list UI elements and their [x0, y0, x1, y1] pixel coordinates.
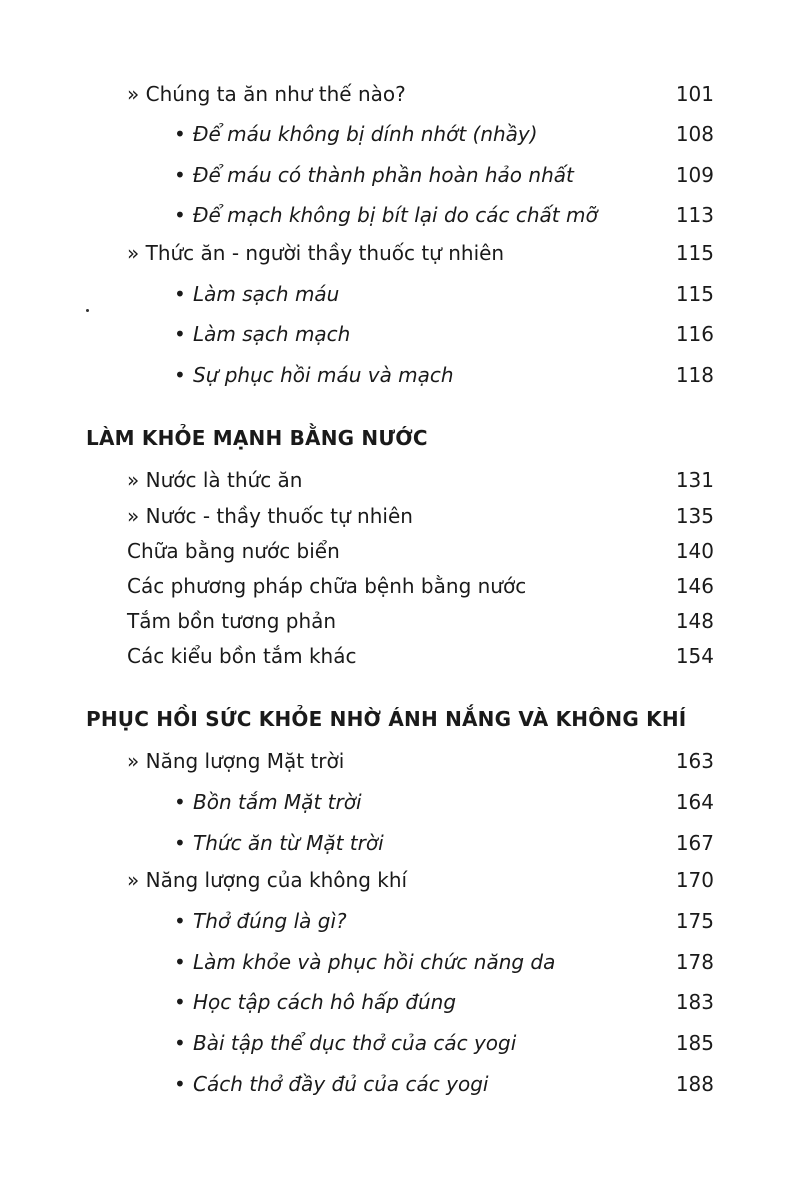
toc-entry-text: Sự phục hồi máu và mạch [193, 363, 454, 387]
toc-entry-title [174, 1068, 488, 1100]
toc-entry-title [127, 745, 344, 777]
toc-entry[interactable] [0, 159, 800, 191]
toc-entry-text: Nước - thầy thuốc tự nhiên [145, 504, 413, 528]
toc-entry-page: 108 [675, 122, 714, 146]
toc-entry-page: 146 [675, 574, 714, 598]
toc-entry[interactable] [0, 1068, 800, 1100]
toc-entry-title [174, 986, 456, 1018]
toc-entry-text: Để máu không bị dính nhớt (nhầy) [193, 122, 538, 146]
toc-entry-page: 109 [675, 163, 714, 187]
toc-entry-text: Để mạch không bị bít lại do các chất mỡ [193, 203, 598, 227]
toc-entry[interactable] [0, 905, 800, 937]
toc-entry-marker: • [174, 122, 186, 146]
toc-entry-page: 140 [675, 539, 714, 563]
toc-entry-title [127, 864, 407, 896]
toc-entry-title [174, 159, 574, 191]
toc-entry[interactable] [0, 78, 800, 110]
toc-entry-marker: • [174, 363, 186, 387]
toc-entry-title: Các phương pháp chữa bệnh bằng nước [127, 574, 527, 598]
toc-entry-page: 154 [675, 644, 714, 668]
toc-entry[interactable] [0, 118, 800, 150]
toc-entry-marker: » [127, 504, 140, 528]
toc-entry[interactable] [0, 827, 800, 859]
toc-entry-title: Chữa bằng nước biển [127, 539, 340, 563]
toc-entry-marker: • [174, 1072, 186, 1096]
toc-entry-text: Chúng ta ăn như thế nào? [145, 82, 406, 106]
toc-entry-text: Năng lượng của không khí [145, 868, 408, 892]
toc-entry-page: 101 [675, 82, 714, 106]
toc-entry-page: 131 [675, 468, 714, 492]
toc-entry-title [127, 237, 504, 269]
toc-entry-marker: » [127, 868, 140, 892]
toc-entry-page: 118 [675, 363, 714, 387]
toc-entry-marker: • [174, 909, 186, 933]
toc-entry-text: Nước là thức ăn [145, 468, 303, 492]
toc-entry[interactable] [0, 1027, 800, 1059]
toc-entry-text: Thức ăn - người thầy thuốc tự nhiên [145, 241, 505, 265]
toc-entry-text: Cách thở đầy đủ của các yogi [193, 1072, 489, 1096]
toc-entry-marker: • [174, 282, 186, 306]
toc-entry[interactable] [0, 986, 800, 1018]
toc-entry-marker: • [174, 322, 186, 346]
toc-entry[interactable] [0, 199, 800, 231]
toc-entry[interactable] [0, 464, 800, 496]
toc-entry-marker: • [174, 831, 186, 855]
section-heading: LÀM KHỎE MẠNH BẰNG NƯỚC [86, 426, 428, 450]
toc-entry-page: 185 [675, 1031, 714, 1055]
toc-entry[interactable] [0, 864, 800, 896]
toc-entry[interactable] [0, 786, 800, 818]
toc-entry-page: 188 [675, 1072, 714, 1096]
toc-entry-title [174, 946, 555, 978]
toc-entry-title [174, 359, 454, 391]
toc-entry-text: Bài tập thể dục thở của các yogi [193, 1031, 517, 1055]
toc-entry-text: Bồn tắm Mặt trời [193, 790, 362, 814]
toc-entry[interactable] [0, 278, 800, 310]
toc-entry-title [174, 318, 350, 350]
toc-entry-text: Học tập cách hô hấp đúng [193, 990, 457, 1014]
toc-entry-page: 164 [675, 790, 714, 814]
toc-entry-marker: • [174, 990, 186, 1014]
toc-entry[interactable] [0, 535, 800, 567]
toc-entry-text: Làm sạch máu [193, 282, 340, 306]
toc-entry-title [127, 464, 302, 496]
toc-entry-text: Thức ăn từ Mặt trời [193, 831, 384, 855]
toc-entry-page: 113 [675, 203, 714, 227]
toc-entry-text: Làm sạch mạch [193, 322, 351, 346]
toc-entry[interactable] [0, 946, 800, 978]
toc-entry-title [127, 78, 406, 110]
toc-entry[interactable] [0, 359, 800, 391]
toc-entry[interactable] [0, 500, 800, 532]
toc-entry-title [174, 278, 339, 310]
toc-entry-page: 115 [675, 241, 714, 265]
toc-entry-marker: » [127, 749, 140, 773]
toc-entry-title [174, 905, 347, 937]
toc-entry-marker: • [174, 790, 186, 814]
toc-entry-title [174, 827, 384, 859]
toc-entry[interactable] [0, 640, 800, 672]
toc-entry-title [174, 1027, 516, 1059]
toc-entry-marker: » [127, 468, 140, 492]
toc-entry-page: 148 [675, 609, 714, 633]
toc-entry-title [127, 500, 413, 532]
toc-entry-marker: • [174, 163, 186, 187]
toc-entry-title: Các kiểu bồn tắm khác [127, 644, 357, 668]
toc-entry-text: Thở đúng là gì? [193, 909, 347, 933]
toc-entry-page: 116 [675, 322, 714, 346]
toc-entry-page: 167 [675, 831, 714, 855]
toc-entry-marker: » [127, 82, 140, 106]
toc-entry-page: 178 [675, 950, 714, 974]
toc-entry-page: 183 [675, 990, 714, 1014]
toc-entry-marker: • [174, 203, 186, 227]
toc-entry-text: Làm khỏe và phục hồi chức năng da [193, 950, 556, 974]
toc-entry[interactable] [0, 605, 800, 637]
toc-entry[interactable] [0, 570, 800, 602]
toc-entry-page: 175 [675, 909, 714, 933]
toc-entry-text: Năng lượng Mặt trời [145, 749, 345, 773]
toc-entry-title [174, 199, 598, 231]
toc-entry[interactable] [0, 237, 800, 269]
toc-entry-page: 135 [675, 504, 714, 528]
toc-entry-title [174, 786, 362, 818]
toc-entry[interactable] [0, 745, 800, 777]
toc-entry-page: 115 [675, 282, 714, 306]
toc-entry-marker: • [174, 950, 186, 974]
toc-entry-marker: » [127, 241, 140, 265]
toc-entry-page: 163 [675, 749, 714, 773]
toc-entry-title [174, 118, 538, 150]
toc-entry[interactable] [0, 318, 800, 350]
section-heading: PHỤC HỒI SỨC KHỎE NHỜ ÁNH NẮNG VÀ KHÔNG KHÍ [86, 707, 687, 731]
toc-entry-marker: • [174, 1031, 186, 1055]
toc-entry-page: 170 [675, 868, 714, 892]
toc-entry-text: Để máu có thành phần hoàn hảo nhất [193, 163, 574, 187]
toc-entry-title: Tắm bồn tương phản [127, 609, 337, 633]
